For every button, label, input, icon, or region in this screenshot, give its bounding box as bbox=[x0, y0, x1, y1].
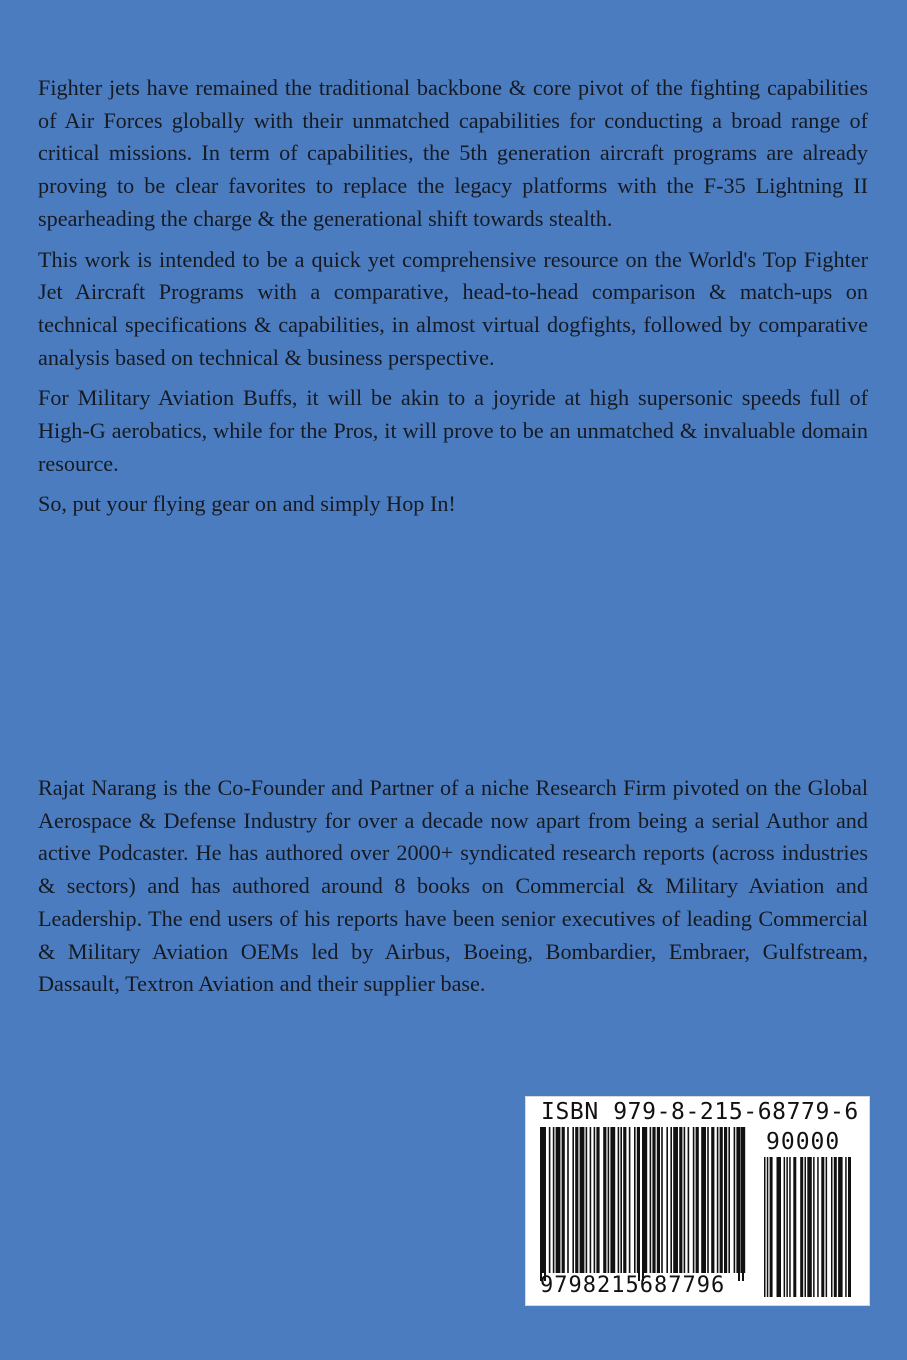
barcode-bar bbox=[736, 1127, 738, 1273]
addon-bar bbox=[826, 1157, 828, 1297]
barcode-guard-bar bbox=[540, 1127, 542, 1281]
barcode-bar bbox=[661, 1127, 663, 1273]
barcode-bar bbox=[596, 1127, 599, 1273]
barcode-bar bbox=[575, 1127, 578, 1273]
barcode-bar bbox=[696, 1127, 699, 1273]
addon-bar bbox=[789, 1157, 791, 1297]
barcode-bar bbox=[629, 1127, 631, 1273]
barcode-guard-bar bbox=[742, 1127, 744, 1281]
price-addon-code: 90000 bbox=[766, 1129, 841, 1155]
barcode-guard-bar bbox=[642, 1127, 644, 1281]
author-bio-text: Rajat Narang is the Co-Founder and Partner of a niche Research Firm pivoted on the Global Aerospace & Defense Industry for over a decade now apart from being a serial Author and active Podcaster. He has authored over 2000+ syndicated research reports (across industries & sectors) and has authored around 8 books on Commercial & Military Aviation and Leadership. The end users of his reports have been senior executives of leading Commercial & Military Aviation OEMs led by Airbus, Boeing, Bombardier, Embraer, Gulfstream, Dassault, Textron Aviation and their supplier base. bbox=[38, 775, 868, 997]
barcode-bar bbox=[701, 1127, 706, 1273]
isbn-barcode bbox=[526, 1097, 869, 1305]
blurb-paragraph-1: Fighter jets have remained the traditional backbone & core pivot of the fighting capabilities of Air Forces globally with their unmatched capabilities for conducting a broad range of critical missions. In term of capabilities, the 5th generation aircraft programs are already proving to be clear favorites to replace the legacy platforms with the F-35 Lightning II spearheading the charge & the generational shift towards stealth. bbox=[38, 75, 868, 231]
back-cover-blurb bbox=[38, 72, 868, 529]
barcode-bar bbox=[684, 1127, 686, 1273]
addon-bar bbox=[821, 1157, 824, 1297]
addon-bar bbox=[845, 1157, 847, 1297]
blurb-paragraph-4: So, put your flying gear on and simply Hop In! bbox=[38, 491, 456, 517]
barcode-bar bbox=[556, 1127, 561, 1273]
addon-bar bbox=[764, 1157, 766, 1297]
addon-bar bbox=[831, 1157, 833, 1297]
addon-bar bbox=[848, 1157, 851, 1297]
barcode-bar bbox=[610, 1127, 615, 1273]
barcode-bar bbox=[666, 1127, 668, 1273]
barcode-bar bbox=[549, 1127, 551, 1273]
barcode-bar bbox=[618, 1127, 620, 1273]
addon-bar bbox=[800, 1157, 803, 1297]
barcode-bar bbox=[553, 1127, 555, 1273]
addon-bar bbox=[807, 1157, 812, 1297]
ean-digits: 9798215687796 bbox=[540, 1273, 726, 1298]
barcode-bar bbox=[657, 1127, 660, 1273]
barcode-bar bbox=[717, 1127, 719, 1273]
barcode-bar bbox=[688, 1127, 690, 1273]
addon-bar bbox=[770, 1157, 773, 1297]
barcode-bar bbox=[670, 1127, 672, 1273]
addon-bar bbox=[793, 1157, 796, 1297]
barcode-bar bbox=[724, 1127, 727, 1273]
barcode-bar bbox=[608, 1127, 610, 1273]
barcode-bar bbox=[707, 1127, 709, 1273]
barcode-guard-bar bbox=[544, 1127, 546, 1281]
addon-bar bbox=[813, 1157, 815, 1297]
barcode-bar bbox=[693, 1127, 695, 1273]
addon-bar bbox=[786, 1157, 788, 1297]
addon-bar bbox=[834, 1157, 837, 1297]
barcode-bar bbox=[586, 1127, 588, 1273]
blurb-paragraph-2: This work is intended to be a quick yet comprehensive resource on the World's Top Fighter Jet Aircraft Programs with a comparative, head-to-head comparison & match-ups on technical specifications & capabilities, in almost virtual dogfights, followed by comparative analysis based on technical & business perspective. bbox=[38, 246, 868, 370]
addon-bar bbox=[784, 1157, 786, 1297]
barcode-bar bbox=[650, 1127, 652, 1273]
barcode-bar bbox=[711, 1127, 714, 1273]
addon-bar bbox=[805, 1157, 807, 1297]
barcode-bar bbox=[580, 1127, 585, 1273]
addon-bar bbox=[777, 1157, 782, 1297]
barcode-bar bbox=[590, 1127, 592, 1273]
barcode-guard-bar bbox=[638, 1127, 640, 1281]
barcode-bar bbox=[620, 1127, 622, 1273]
isbn-label: ISBN 979-8-215-68779-6 bbox=[541, 1099, 859, 1125]
barcode-bar bbox=[603, 1127, 606, 1273]
barcode-bar bbox=[623, 1127, 626, 1273]
barcode-bar bbox=[728, 1127, 730, 1273]
addon-bar bbox=[838, 1157, 843, 1297]
barcode-bar bbox=[673, 1127, 678, 1273]
barcode-bar bbox=[594, 1127, 596, 1273]
barcode-guard-bar bbox=[738, 1127, 740, 1281]
barcode-bar bbox=[572, 1127, 574, 1273]
barcode-bar bbox=[634, 1127, 636, 1273]
barcode-bar bbox=[567, 1127, 569, 1273]
author-bio bbox=[38, 772, 868, 1009]
addon-bar bbox=[767, 1157, 769, 1297]
barcode-bar bbox=[562, 1127, 565, 1273]
barcode-bar bbox=[679, 1127, 682, 1273]
addon-bar bbox=[817, 1157, 819, 1297]
blurb-paragraph-3: For Military Aviation Buffs, it will be akin to a joyride at high supersonic speeds full of High-G aerobatics, while for the Pros, it will prove to be an unmatched & invaluable domain resource. bbox=[38, 385, 868, 476]
barcode-bar bbox=[720, 1127, 723, 1273]
barcode-bar bbox=[652, 1127, 655, 1273]
barcode-bar bbox=[734, 1127, 736, 1273]
